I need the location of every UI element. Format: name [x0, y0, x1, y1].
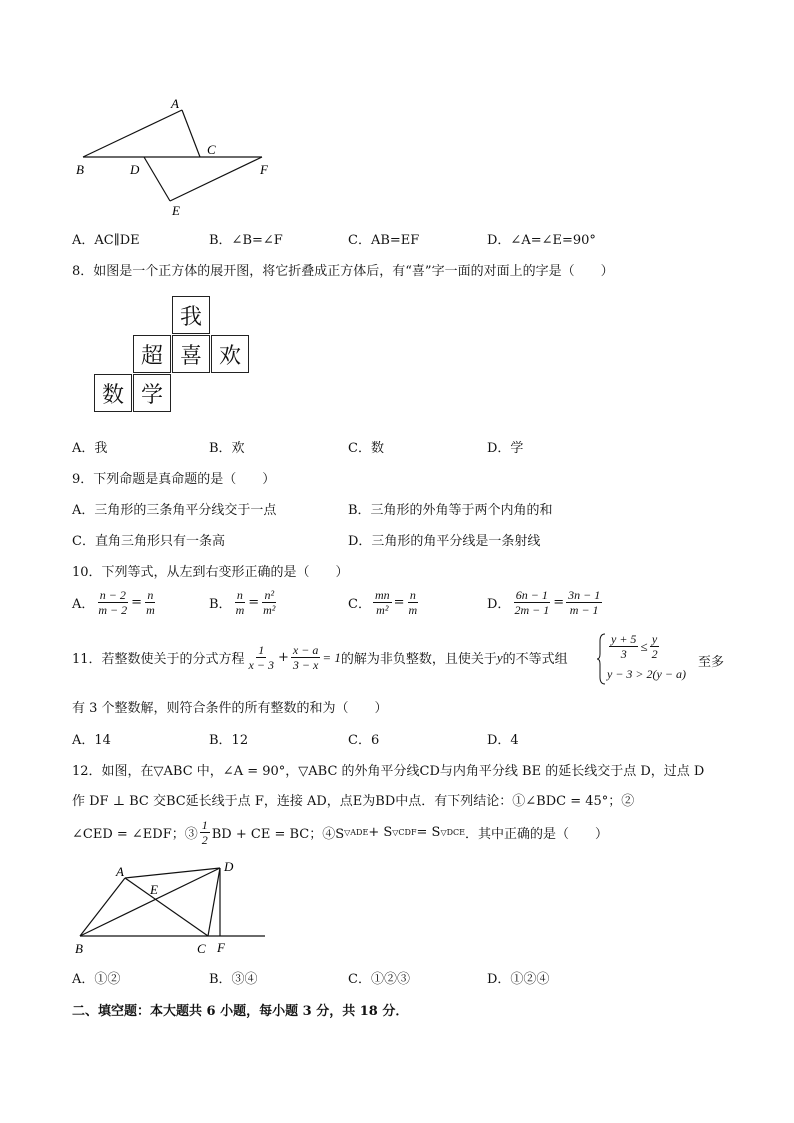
q12-mid2: = S: [416, 825, 441, 840]
q10-a-n1: n − 2: [99, 588, 126, 602]
q11-mid2: 的不等式组: [502, 652, 568, 667]
q10-b-n2: n²: [264, 588, 275, 602]
cube-face-huan: 欢: [211, 335, 249, 373]
label-e: E: [150, 882, 158, 897]
q10-c-eq: =: [393, 595, 405, 610]
q11-line2: 有 3 个整数解，则符合条件的所有整数的和为（ ）: [72, 701, 388, 716]
q11-option-a: A．14: [72, 733, 111, 748]
q12-line1: 12．如图，在▽ABC 中，∠A = 90°，▽ABC 的外角平分线CD与内角平分线 BE 的延长线交于点 D，过点 D: [72, 764, 705, 779]
figure-q12: [70, 853, 270, 963]
q8-option-d: D．学: [487, 441, 524, 456]
q12-sub3: ▽DCE: [440, 828, 465, 837]
q10-stem: 10．下列等式，从左到右变形正确的是（ ）: [72, 565, 349, 580]
q12-fn: 1: [201, 818, 208, 832]
q10-c-d2: m: [408, 603, 418, 617]
segment-ba: [80, 878, 125, 936]
q8-option-c: C．数: [348, 441, 384, 456]
q11-f2n: x − a: [292, 643, 319, 657]
q10-a-frac2: [144, 588, 157, 617]
q10-b-d1: m: [235, 603, 245, 617]
q10-c-n1: mn: [374, 588, 390, 602]
q8-option-a: A．我: [72, 441, 108, 456]
q10-a-d1: m − 2: [98, 603, 128, 617]
segment-ef: [170, 157, 262, 201]
q10-b-frac1: [234, 588, 247, 617]
q10-d-label: D．: [487, 597, 511, 612]
label-c: C: [197, 941, 206, 956]
q10-option-b: [209, 588, 279, 617]
label-f: F: [260, 162, 268, 177]
q10-option-d: [487, 588, 604, 617]
q11-s1: [609, 632, 638, 661]
figure-q7: [70, 95, 290, 220]
cube-face-xi: 喜: [172, 335, 210, 373]
q10-d-d1: 2m − 1: [514, 603, 550, 617]
q9-option-a: A．三角形的三条角平分线交于一点: [72, 503, 277, 518]
q11-le: ≤: [640, 638, 648, 654]
q7-option-c: C．AB=EF: [348, 233, 420, 248]
segment-ac: [182, 110, 200, 157]
q10-a-frac1: [96, 588, 129, 617]
cube-face-xue: 学: [133, 374, 171, 412]
q11-yvar: y: [496, 649, 503, 665]
segment-ac: [125, 878, 208, 936]
q11-brace-icon: [597, 633, 607, 685]
q10-d-n1: 6n − 1: [515, 588, 548, 602]
q11-pre: 11．若整数使关于的分式方程: [72, 652, 245, 667]
q12-sub1: ▽ADE: [344, 828, 369, 837]
q10-c-frac1: [373, 588, 392, 617]
label-e: E: [172, 203, 180, 218]
q10-c-label: C．: [348, 597, 371, 612]
q7-option-d: D．∠A=∠E=90°: [487, 233, 596, 248]
q11-f2d: 3 − x: [292, 658, 319, 672]
q10-a-n2: n: [147, 588, 154, 602]
q11-ineq1: [607, 632, 662, 661]
segment-ad: [125, 868, 220, 878]
q12-line3b: BD + CE = BC；④S: [211, 827, 345, 842]
segment-de: [144, 157, 170, 201]
q11-f1d: x − 3: [248, 658, 274, 672]
label-b: B: [76, 162, 84, 177]
label-a: A: [116, 864, 124, 879]
q10-d-eq: =: [553, 595, 565, 610]
q11-tail: 至多: [698, 655, 725, 670]
q11-s2n: y: [651, 632, 658, 646]
q12-frac: [200, 818, 210, 847]
q11-frac1: [247, 643, 276, 672]
q11-option-d: D．4: [487, 733, 519, 748]
label-b: B: [75, 941, 83, 956]
q10-b-label: B．: [209, 597, 232, 612]
q11-eq1: = 1: [322, 649, 341, 665]
q12-option-a: A．①②: [72, 972, 121, 987]
q10-a-eq: =: [131, 595, 143, 610]
q11-option-b: B．12: [209, 733, 249, 748]
q10-option-a: [72, 588, 159, 617]
q10-d-frac2: [566, 588, 602, 617]
q8-stem: 8．如图是一个正方体的展开图，将它折叠成正方体后，有“喜”字一面的对面上的字是（ ）: [72, 264, 614, 279]
q11-s1d: 3: [620, 647, 627, 661]
q10-option-c: [348, 588, 421, 617]
q11-s2d: 2: [651, 647, 658, 661]
q10-b-d2: m²: [263, 603, 276, 617]
q7-option-a: A．AC∥DE: [72, 233, 140, 248]
q8-option-b: B．欢: [209, 441, 245, 456]
q10-b-frac2: [261, 588, 277, 617]
q9-option-b: B．三角形的外角等于两个内角的和: [348, 503, 553, 518]
q9-option-d: D．三角形的角平分线是一条射线: [348, 534, 541, 549]
q10-c-n2: n: [409, 588, 416, 602]
q12-line2: 作 DF ⊥ BC 交BC延长线于点 F，连接 AD，点E为BD中点．有下列结论：①∠BDC = 45°；②: [72, 794, 635, 809]
q12-option-c: C．①②③: [348, 972, 410, 987]
q12-sub2: ▽CDF: [392, 828, 417, 837]
q7-option-b: B．∠B=∠F: [209, 233, 283, 248]
label-a: A: [171, 96, 179, 111]
q10-c-d1: m²: [376, 603, 389, 617]
q11-ineq2: y − 3 > 2(y − a): [607, 667, 686, 681]
q11-f1n: 1: [258, 643, 265, 657]
q10-a-d2: m: [146, 603, 155, 617]
q11-line1: [72, 643, 568, 672]
q11-plus: +: [277, 650, 289, 665]
label-f: F: [217, 940, 225, 955]
cube-face-shu: 数: [94, 374, 132, 412]
q12-line3a: ∠CED = ∠EDF；③: [72, 827, 198, 842]
section-2-heading: 二、填空题：本大题共 6 小题，每小题 3 分，共 18 分．: [72, 1004, 409, 1019]
cube-face-wo: 我: [172, 296, 210, 334]
q12-option-b: B．③④: [209, 972, 258, 987]
q9-option-c: C．直角三角形只有一条高: [72, 534, 225, 549]
q10-d-n2: 3n − 1: [568, 588, 601, 602]
label-d: D: [224, 859, 234, 874]
q10-d-d2: m − 1: [569, 603, 599, 617]
q10-a-label: A．: [72, 597, 95, 612]
q10-b-n1: n: [236, 588, 243, 602]
cube-face-chao: 超: [133, 335, 171, 373]
q12-fd: 2: [201, 833, 208, 847]
segment-ba: [83, 110, 182, 157]
q11-mid: 的解为非负整数，且使关于: [340, 652, 497, 667]
q12-line3c: ．其中正确的是（ ）: [464, 827, 608, 842]
label-d: D: [130, 162, 140, 177]
q12-line3: [72, 818, 608, 847]
q10-b-eq: =: [248, 595, 260, 610]
q10-d-frac1: [512, 588, 551, 617]
q11-option-c: C．6: [348, 733, 380, 748]
q11-s1n: y + 5: [611, 632, 637, 646]
q12-option-d: D．①②④: [487, 972, 550, 987]
q11-frac2: [291, 643, 320, 672]
segment-bd: [80, 868, 220, 936]
q9-stem: 9．下列命题是真命题的是（ ）: [72, 472, 276, 487]
q12-mid1: + S: [368, 825, 393, 840]
q10-c-frac2: [407, 588, 420, 617]
q11-s2: [650, 632, 660, 661]
segment-cd: [208, 868, 220, 936]
label-c: C: [207, 142, 216, 157]
